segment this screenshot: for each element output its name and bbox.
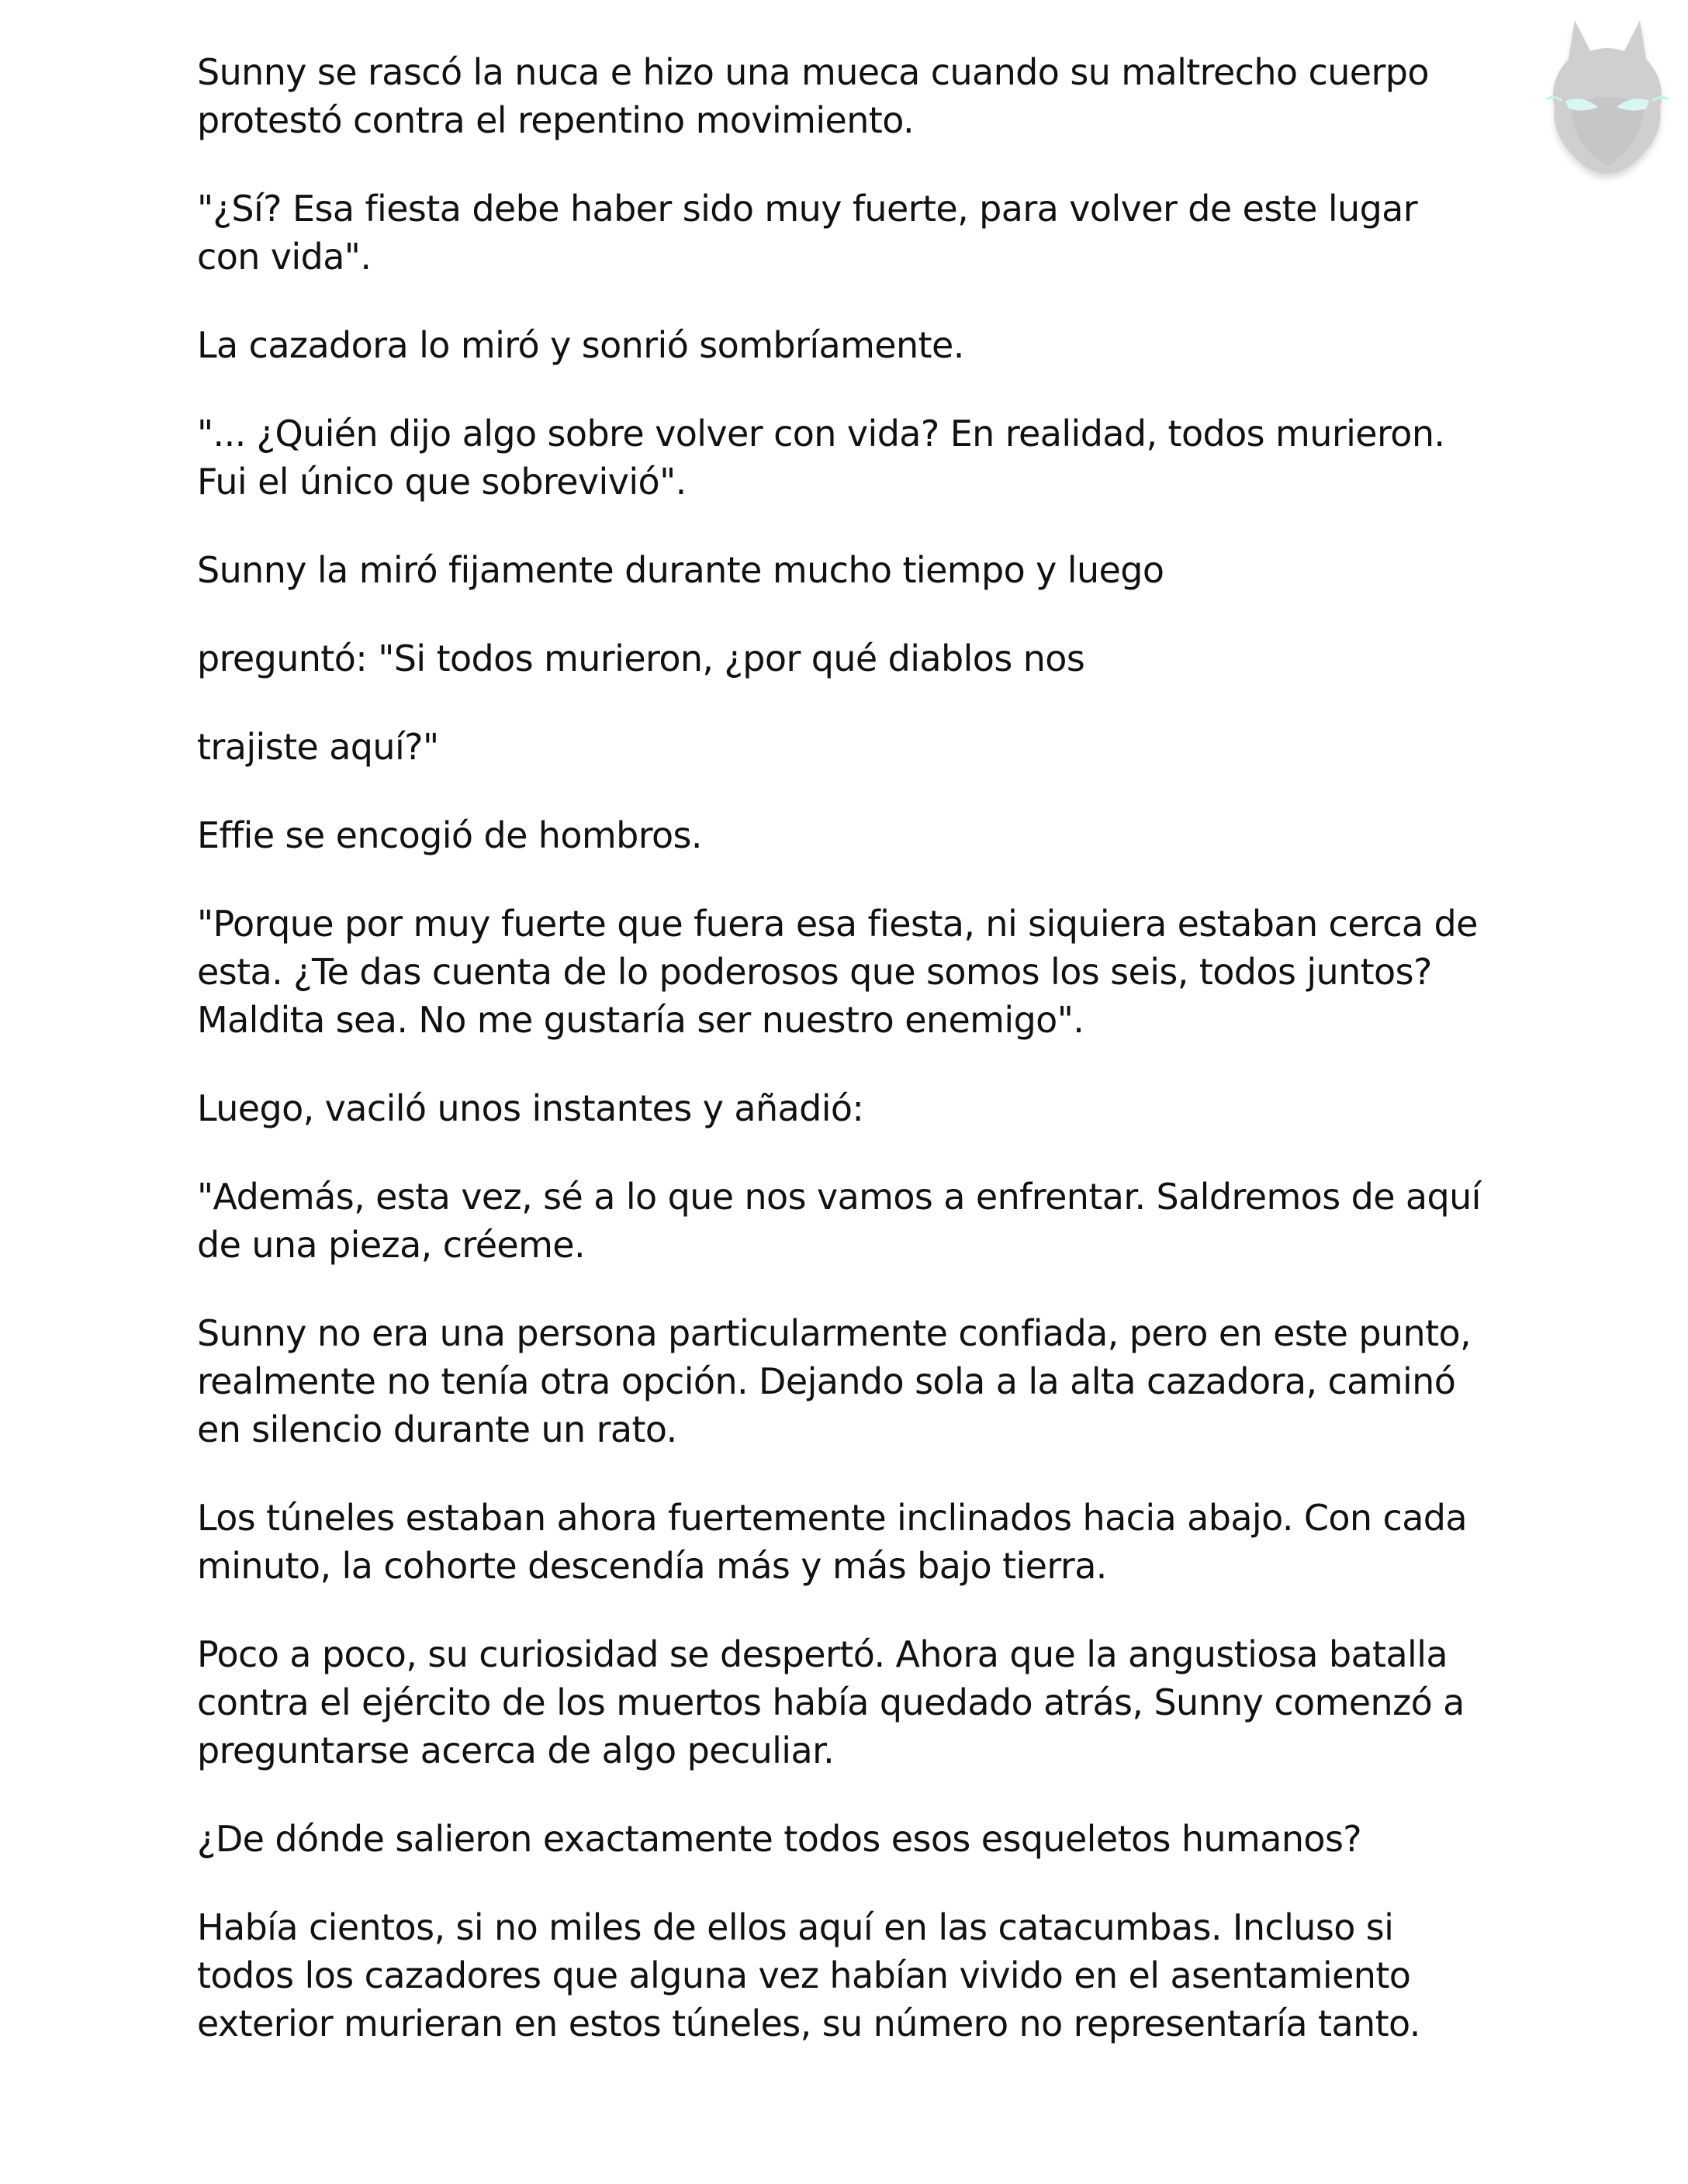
paragraph: Poco a poco, su curiosidad se despertó. Ahora que la angustiosa batalla contra el ejército de los muertos había quedado atrás, Sunny comenzó a preguntarse acerca de algo peculiar. — [197, 1633, 1465, 1771]
demon-head-icon — [1530, 14, 1685, 185]
paragraph: "Además, esta vez, sé a lo que nos vamos a enfrentar. Saldremos de aquí de una pieza, créeme. — [197, 1176, 1481, 1266]
paragraph: preguntó: "Si todos murieron, ¿por qué diablos nos — [197, 638, 1085, 679]
paragraph: Luego, vaciló unos instantes y añadió: — [197, 1087, 864, 1129]
paragraph: Effie se encogió de hombros. — [197, 814, 702, 856]
paragraph: "... ¿Quién dijo algo sobre volver con vida? En realidad, todos murieron. Fui el único que sobrevivió". — [197, 413, 1445, 503]
paragraph: Sunny la miró fijamente durante mucho tiempo y luego — [197, 549, 1164, 591]
paragraph: Había cientos, si no miles de ellos aquí en las catacumbas. Incluso si todos los cazadores que alguna vez habían vivido en el asentamiento exterior murieran en estos túneles, su número no representaría tanto. — [197, 1906, 1420, 2044]
paragraph: "¿Sí? Esa fiesta debe haber sido muy fuerte, para volver de este lugar con vida". — [197, 188, 1418, 278]
text-column — [197, 48, 1485, 2088]
paragraph: Sunny no era una persona particularmente confiada, pero en este punto, realmente no tenía otra opción. Dejando sola a la alta cazadora, caminó en silencio durante un rato. — [197, 1312, 1472, 1450]
paragraph: La cazadora lo miró y sonrió sombríamente. — [197, 324, 964, 366]
paragraph: Los túneles estaban ahora fuertemente inclinados hacia abajo. Con cada minuto, la cohorte descendía más y más bajo tierra. — [197, 1497, 1467, 1587]
paragraph: "Porque por muy fuerte que fuera esa fiesta, ni siquiera estaban cerca de esta. ¿Te das cuenta de lo poderosos que somos los seis, todos juntos? Maldita sea. No me gustaría ser nuestro enemigo". — [197, 903, 1478, 1041]
paragraph: trajiste aquí?" — [197, 726, 439, 768]
paragraph: ¿De dónde salieron exactamente todos esos esqueletos humanos? — [197, 1818, 1362, 1860]
paragraph: Sunny se rascó la nuca e hizo una mueca cuando su maltrecho cuerpo protestó contra el repentino movimiento. — [197, 51, 1429, 141]
